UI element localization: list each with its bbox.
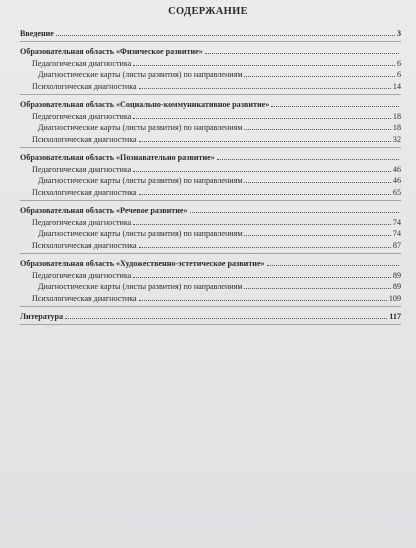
dot-leader	[65, 317, 387, 319]
toc-entry	[20, 132, 401, 144]
toc-entry-label: Педагогическая диагностика	[32, 164, 132, 174]
divider	[20, 94, 401, 95]
toc-entry-label: Педагогическая диагностика	[32, 111, 132, 121]
dot-leader	[133, 170, 391, 172]
toc-page-number: 46	[392, 164, 401, 174]
toc-page-number: 74	[392, 229, 401, 238]
toc-page-number: 117	[389, 312, 401, 321]
table-of-contents	[20, 26, 401, 328]
toc-entry-label: Педагогическая диагностика	[32, 58, 132, 68]
dot-leader	[244, 181, 390, 183]
toc-section-heading	[20, 98, 401, 110]
toc-entry-label: Диагностические карты (листы развития) по направлениям	[38, 123, 243, 132]
toc-entry	[20, 109, 401, 121]
toc-entry-label: Психологическая диагностика	[32, 187, 137, 197]
section-heading-label: Образовательная область «Художественно-эстетическое развитие»	[20, 259, 265, 268]
toc-entry	[20, 185, 401, 197]
toc-page-number: 46	[392, 176, 401, 185]
toc-page-number: 6	[396, 70, 401, 79]
toc-page-number: 6	[396, 58, 401, 68]
toc-section-heading	[20, 151, 401, 163]
section-heading-label: Образовательная область «Познавательно развитие»	[20, 153, 215, 162]
toc-page-number: 3	[396, 28, 401, 38]
toc-entry-label: Педагогическая диагностика	[32, 217, 132, 227]
toc-section-heading	[20, 204, 401, 216]
dot-leader	[133, 117, 391, 119]
toc-entry-label: Диагностические карты (листы развития) по направлениям	[38, 176, 243, 185]
page-title: СОДЕРЖАНИЕ	[168, 6, 248, 17]
toc-page-number: 74	[392, 217, 401, 227]
toc-entry	[20, 56, 401, 68]
dot-leader	[271, 105, 399, 107]
dot-leader	[139, 140, 391, 142]
section-heading-label: Образовательная область «Речевое развитие»	[20, 206, 188, 215]
toc-sections	[20, 45, 401, 307]
toc-entry	[20, 79, 401, 91]
toc-entry-label: Психологическая диагностика	[32, 81, 137, 91]
toc-page-number: 18	[392, 123, 401, 132]
dot-leader	[244, 75, 394, 77]
divider	[20, 147, 401, 148]
toc-entry-label: Диагностические карты (листы развития) по направлениям	[38, 282, 243, 291]
divider	[20, 200, 401, 201]
toc-page-number: 87	[392, 240, 401, 250]
dot-leader	[133, 223, 391, 225]
toc-entry-label: Диагностические карты (листы развития) по направлениям	[38, 229, 243, 238]
toc-page-number: 109	[388, 293, 401, 303]
toc-entry	[20, 215, 401, 227]
toc-entry	[20, 162, 401, 174]
dot-leader	[139, 246, 391, 248]
dot-leader	[133, 64, 395, 66]
toc-entry-label: Психологическая диагностика	[32, 293, 137, 303]
dot-leader	[139, 87, 391, 89]
toc-entry-label: Педагогическая диагностика	[32, 270, 132, 280]
section-heading-label: Образовательная область «Социально-коммуникативное развитие»	[20, 100, 270, 109]
dot-leader	[267, 264, 399, 266]
dot-leader	[139, 299, 387, 301]
toc-entry	[20, 68, 401, 80]
divider	[20, 253, 401, 254]
toc-entry	[20, 121, 401, 133]
toc-entry	[20, 291, 401, 303]
toc-entry	[20, 227, 401, 239]
dot-leader	[244, 287, 390, 289]
toc-page-number: 89	[392, 282, 401, 291]
divider	[20, 306, 401, 307]
toc-entry-label: Психологическая диагностика	[32, 240, 137, 250]
dot-leader	[190, 211, 399, 213]
dot-leader	[139, 193, 391, 195]
toc-entry-label: Психологическая диагностика	[32, 134, 137, 144]
toc-entry-label: Диагностические карты (листы развития) по направлениям	[38, 70, 243, 79]
toc-entry	[20, 238, 401, 250]
section-heading-label: Образовательная область «Физическое развитие»	[20, 47, 203, 56]
toc-page-number: 32	[392, 134, 401, 144]
toc-entry-label: Введение	[20, 28, 54, 38]
dot-leader	[217, 158, 399, 160]
toc-entry-label: Литература	[20, 312, 64, 321]
toc-section-heading	[20, 45, 401, 57]
divider	[20, 324, 401, 325]
toc-page-number: 65	[392, 187, 401, 197]
toc-page-number: 14	[392, 81, 401, 91]
dot-leader	[244, 234, 390, 236]
toc-entry	[20, 268, 401, 280]
dot-leader	[133, 276, 391, 278]
toc-page-number: 89	[392, 270, 401, 280]
dot-leader	[56, 34, 395, 36]
toc-page-number: 18	[392, 111, 401, 121]
toc-entry	[20, 280, 401, 292]
dot-leader	[244, 128, 390, 130]
dot-leader	[205, 52, 399, 54]
toc-section-heading	[20, 257, 401, 269]
toc-entry-literature	[20, 310, 401, 322]
divider	[20, 41, 401, 42]
toc-entry	[20, 174, 401, 186]
toc-entry-intro	[20, 26, 401, 38]
